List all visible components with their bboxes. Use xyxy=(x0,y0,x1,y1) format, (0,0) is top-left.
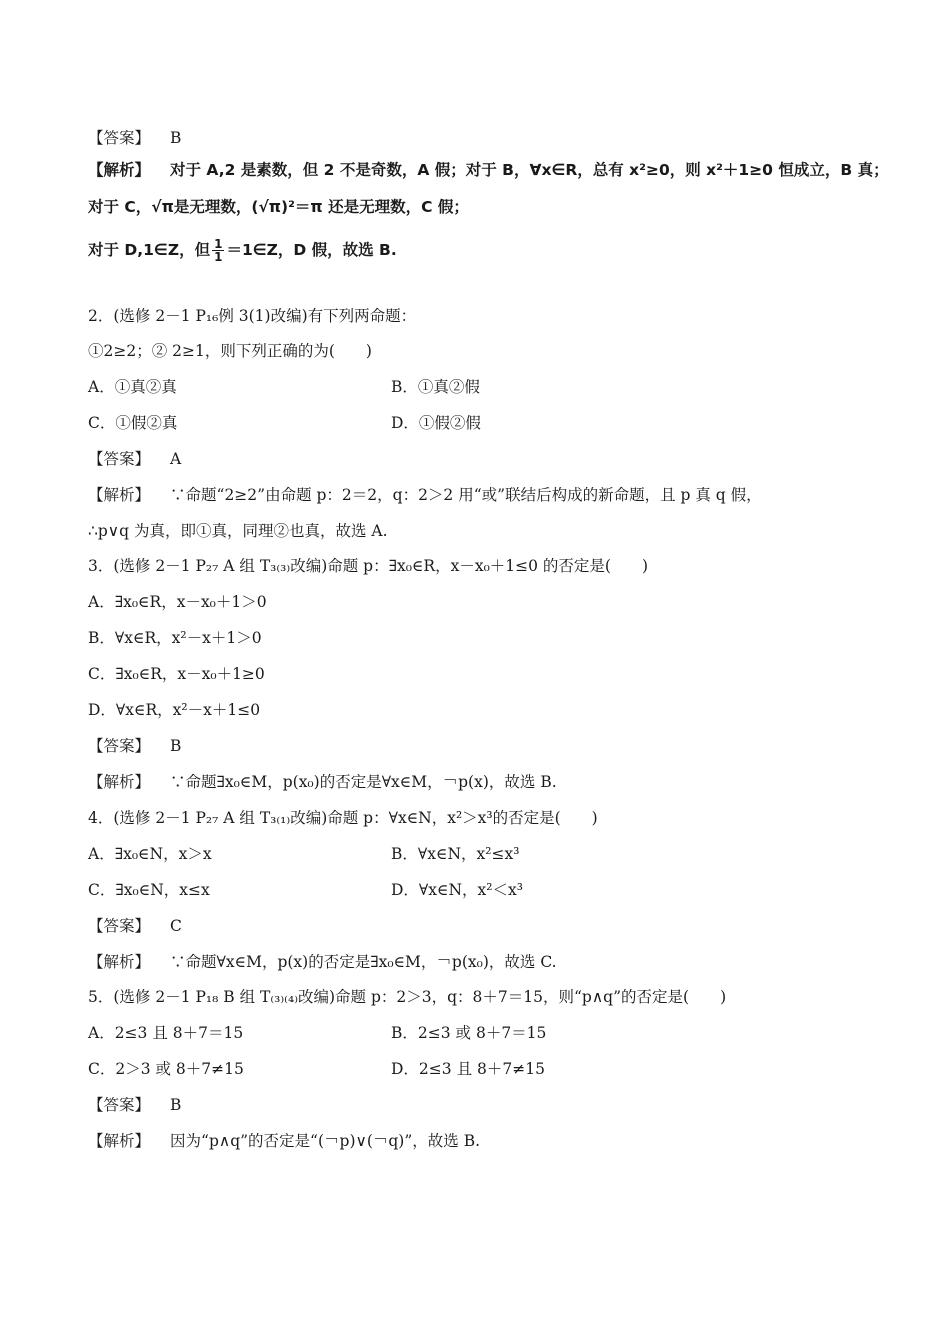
q2-answer-line xyxy=(88,448,181,470)
q3-analysis-line1 xyxy=(88,771,557,793)
q5-option-a: A．2≤3 且 8＋7＝15 xyxy=(88,1024,244,1042)
answer-tag: 【答案】 xyxy=(88,737,151,755)
analysis-text: 对于 A,2 是素数，但 2 不是奇数，A 假；对于 B，∀x∈R，总有 x²≥0，则 x²＋1≥0 恒成立，B 真； xyxy=(170,161,889,179)
analysis-text: ∵命题“2≥2”由命题 p：2＝2，q：2＞2 用“或”联结后构成的新命题，且 p 真 q 假， xyxy=(170,486,762,504)
q5-answer-line xyxy=(88,1094,181,1116)
analysis-tag: 【解析】 xyxy=(88,1132,151,1150)
q2-stem2: ①2≥2；② 2≥1，则下列正确的为( ) xyxy=(88,342,372,360)
q3-answer-line xyxy=(88,735,181,757)
q2-analysis-line1 xyxy=(88,484,762,506)
answer-value: C xyxy=(170,917,182,935)
analysis-tag: 【解析】 xyxy=(88,773,151,791)
q3-option-b: B．∀x∈R，x²－x＋1＞0 xyxy=(88,629,262,647)
fraction-numerator: 1 xyxy=(214,237,223,251)
answer-tag: 【答案】 xyxy=(88,450,151,468)
analysis-text: 因为“p∧q”的否定是“(￢p)∨(￢q)”，故选 B. xyxy=(170,1132,481,1150)
q3-option-c: C．∃x₀∈R，x－x₀＋1≥0 xyxy=(88,665,265,683)
analysis-text: ＝1∈Z，D 假，故选 B. xyxy=(226,241,397,259)
q2-option-c: C．①假②真 xyxy=(88,414,178,432)
q5-analysis-line1 xyxy=(88,1130,480,1152)
q3-stem: 3．(选修 2－1 P₂₇ A 组 T₃₍₃₎改编)命题 p：∃x₀∈R，x－x₀＋1≤0 的否定是( ) xyxy=(88,557,649,575)
q4-option-c: C．∃x₀∈N，x≤x xyxy=(88,881,210,899)
q5-option-c: C．2＞3 或 8＋7≠15 xyxy=(88,1060,244,1078)
q2-analysis-line2: ∴p∨q 为真，即①真，同理②也真，故选 A. xyxy=(88,522,388,540)
answer-value: B xyxy=(170,1096,182,1114)
q5-stem: 5．(选修 2－1 P₁₈ B 组 T₍₃₎₍₄₎改编)命题 p：2＞3，q：8＋7＝15，则“p∧q”的否定是( ) xyxy=(88,988,727,1006)
q4-option-a: A．∃x₀∈N，x＞x xyxy=(88,845,212,863)
fraction xyxy=(212,238,224,263)
answer-tag: 【答案】 xyxy=(88,129,151,147)
q3-option-d: D．∀x∈R，x²－x＋1≤0 xyxy=(88,701,261,719)
analysis-tag: 【解析】 xyxy=(88,953,151,971)
q1-analysis-line1 xyxy=(88,159,889,181)
q1-analysis-line3 xyxy=(88,238,397,263)
fraction-denominator: 1 xyxy=(214,250,223,264)
answer-tag: 【答案】 xyxy=(88,917,151,935)
q5-option-d: D．2≤3 且 8＋7≠15 xyxy=(391,1060,545,1078)
q1-answer-line xyxy=(88,127,181,149)
q4-stem: 4．(选修 2－1 P₂₇ A 组 T₃₍₁₎改编)命题 p：∀x∈N，x²＞x³的否定是( ) xyxy=(88,809,598,827)
q4-option-b: B．∀x∈N，x²≤x³ xyxy=(391,845,520,863)
q2-stem: 2．(选修 2－1 P₁₆例 3(1)改编)有下列两命题： xyxy=(88,307,417,325)
analysis-text: 对于 C，√π是无理数，(√π)²＝π 还是无理数，C 假； xyxy=(88,198,469,216)
q2-option-d: D．①假②假 xyxy=(391,414,481,432)
analysis-text: ∵命题∀x∈M，p(x)的否定是∃x₀∈M，￢p(x₀)，故选 C. xyxy=(170,953,557,971)
analysis-tag: 【解析】 xyxy=(88,161,151,179)
analysis-text: ∵命题∃x₀∈M，p(x₀)的否定是∀x∈M，￢p(x)，故选 B. xyxy=(170,773,557,791)
answer-value: A xyxy=(170,450,182,468)
answer-value: B xyxy=(170,737,182,755)
q5-option-b: B．2≤3 或 8＋7＝15 xyxy=(391,1024,547,1042)
answer-value: B xyxy=(170,129,182,147)
q2-option-b: B．①真②假 xyxy=(391,378,480,396)
answer-tag: 【答案】 xyxy=(88,1096,151,1114)
analysis-text: 对于 D,1∈Z，但 xyxy=(88,241,211,259)
q4-option-d: D．∀x∈N，x²＜x³ xyxy=(391,881,523,899)
q2-option-a: A．①真②真 xyxy=(88,378,177,396)
q1-analysis-line2 xyxy=(88,196,469,218)
q3-option-a: A．∃x₀∈R，x－x₀＋1＞0 xyxy=(88,593,267,611)
q4-analysis-line1 xyxy=(88,951,557,973)
q4-answer-line xyxy=(88,915,182,937)
analysis-tag: 【解析】 xyxy=(88,486,151,504)
